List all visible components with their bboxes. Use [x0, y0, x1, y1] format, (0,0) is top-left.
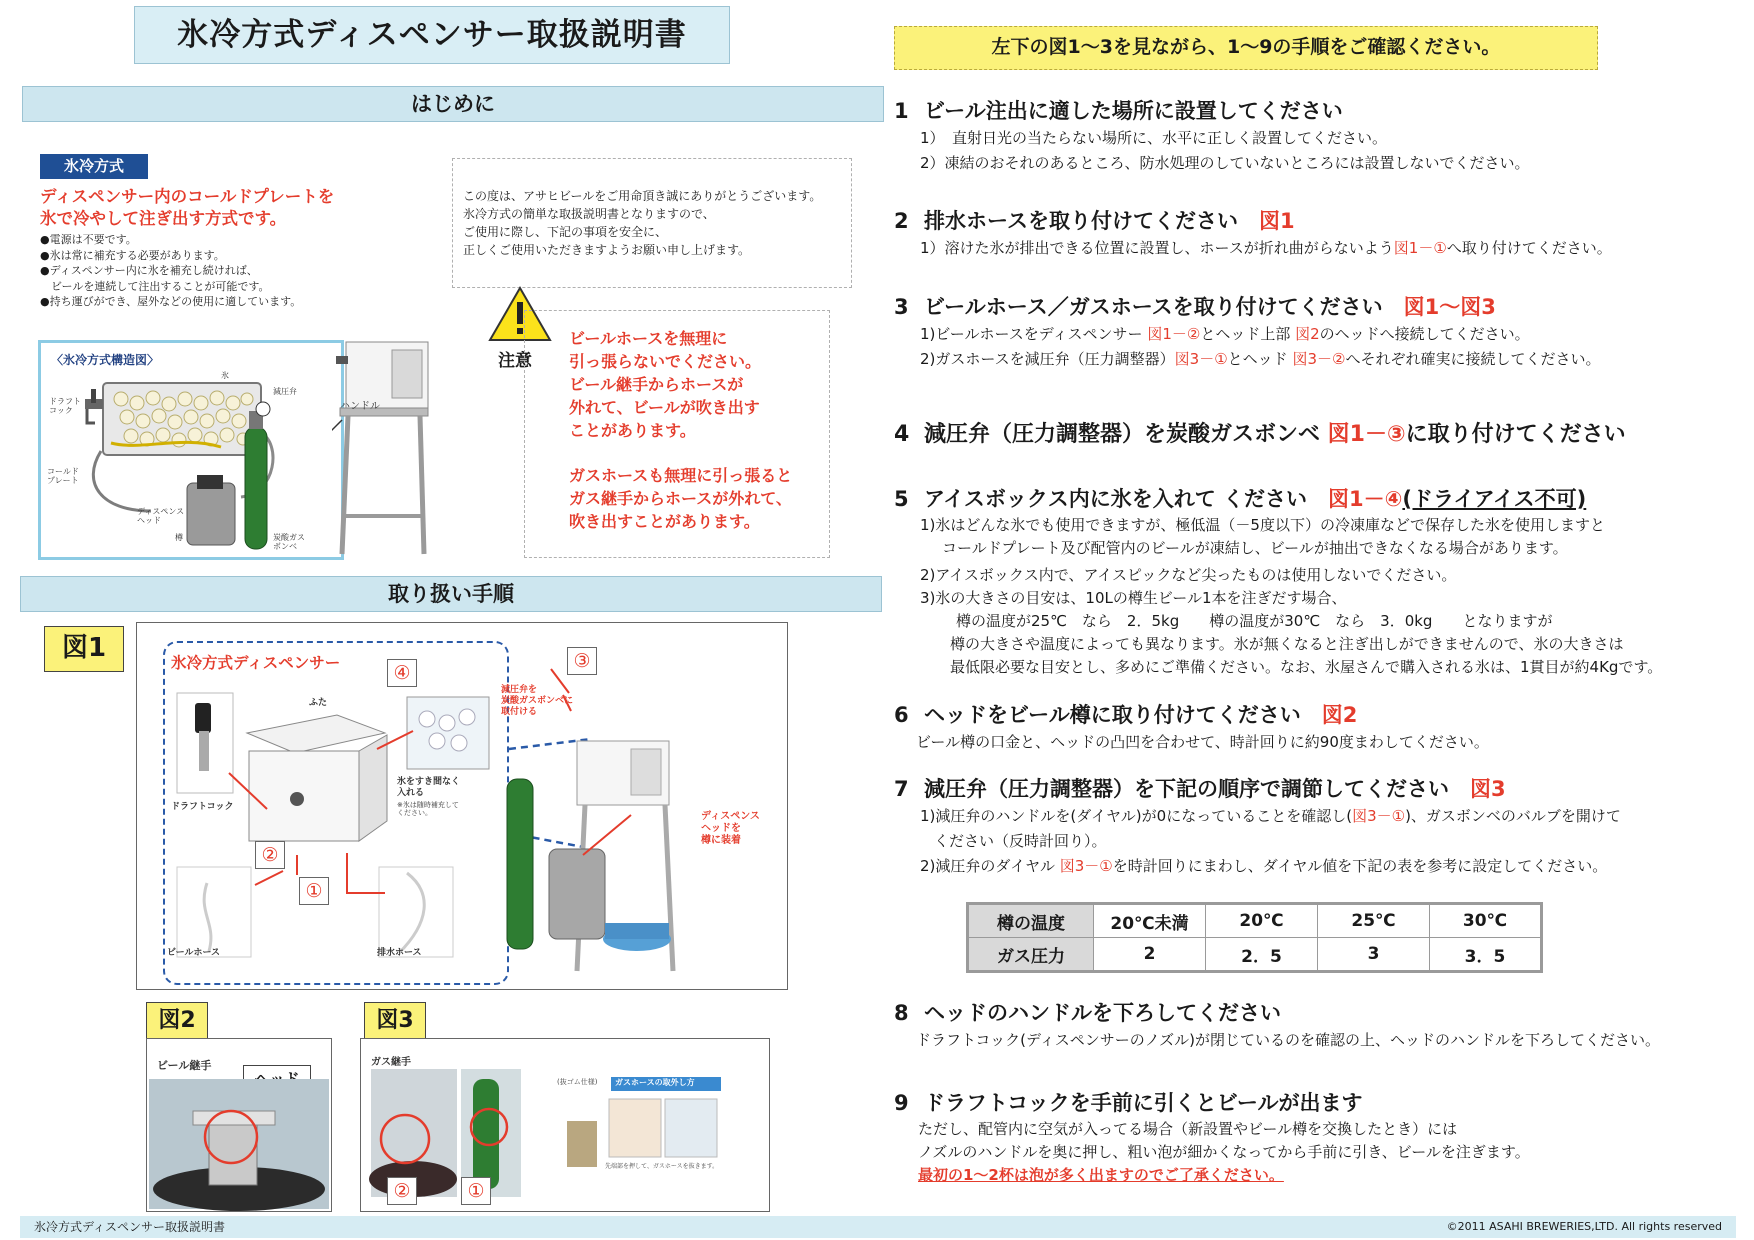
step-title: ドラフトコックを手前に引くとビールが出ます — [924, 1091, 1363, 1115]
footer-title: 氷冷方式ディスペンサー取扱説明書 — [34, 1220, 226, 1234]
step-text: 1）溶けた氷が排出できる位置に設置し、ホースが折れ曲がらないよう — [920, 239, 1394, 257]
marker-3-1: ① — [461, 1177, 491, 1205]
removal-caption: 先端部を押して、ガスホースを抜きます。 — [605, 1163, 719, 1170]
figure-reference: 図2 — [1321, 703, 1358, 727]
caution-line: ガス継手からホースが外れて、 — [569, 489, 792, 508]
step-9 — [894, 1088, 1744, 1187]
marker-3-2: ② — [387, 1177, 417, 1205]
caution-line: ガスホースも無理に引っ張ると — [569, 466, 793, 485]
label-beer-coupler: ビール継手 — [157, 1059, 212, 1072]
figure-1-illustration — [137, 623, 787, 989]
step-line: ください（反時計回り）。 — [934, 832, 1107, 850]
step-line: ただし、配管内に空気が入ってる場合（新設置やビール樽を交換したとき）には — [918, 1120, 1458, 1138]
step-text: 2)ガスホースを減圧弁（圧力調整器） — [920, 350, 1175, 368]
marker-4: ④ — [387, 659, 417, 687]
dry-ice-note: (ドライアイス不可) — [1402, 487, 1587, 511]
label-gas-coupler: ガス継手 — [371, 1057, 411, 1068]
bullet-item: ●電源は不要です。 — [40, 233, 137, 246]
figure-reference: 図3－① — [1059, 857, 1113, 875]
step-3 — [894, 292, 1744, 372]
table-cell: 20℃ — [1206, 904, 1318, 938]
step-line: 3)氷の大きさの目安は、10Lの樽生ビール1本を注ぎだす場合、 — [920, 589, 1347, 607]
section-intro-header: はじめに — [22, 86, 884, 122]
table-cell: 30℃ — [1430, 904, 1542, 938]
label-hose-removal: ガスホースの取外し方 — [615, 1078, 695, 1087]
greeting-line: ご使用に際し、下記の事項を安全に、 — [463, 225, 668, 239]
table-header-pressure: ガス圧力 — [968, 938, 1094, 972]
step-line: 2）凍結のおそれのあるところ、防水処理のしていないところには設置しないでください。 — [920, 154, 1530, 172]
step-title: ビール注出に適した場所に設置してください — [924, 99, 1343, 123]
bullet-item: ビールを連続して注出することが可能です。 — [40, 279, 270, 293]
label-lid: ふた — [309, 698, 328, 708]
step-text: 1)ビールホースをディスペンサー — [920, 325, 1148, 343]
step-2 — [894, 206, 1744, 261]
label-ice-subnote: ※氷は随時補充して ください。 — [397, 801, 459, 817]
figure-reference: 図3 — [1470, 777, 1506, 801]
step-number: 5 — [894, 487, 909, 511]
figure-2 — [146, 1038, 332, 1212]
step-line: ノズルのハンドルを奥に押し、粗い泡が細かくなってから手前に引き、ビールを注ぎます。 — [918, 1143, 1530, 1161]
figure-3 — [360, 1038, 770, 1212]
section-procedure-header: 取り扱い手順 — [20, 576, 882, 612]
label-beer-hose: ビールホース — [167, 948, 221, 958]
table-row — [968, 938, 1542, 972]
marker-2: ② — [255, 841, 285, 869]
copyright: ©2011 ASAHI BREWERIES,LTD. All rights reserved — [1446, 1220, 1722, 1233]
ice-lead-line: 氷で冷やして注ぎ出す方式です。 — [40, 209, 287, 228]
step-title: アイスボックス内に氷を入れて ください — [924, 487, 1307, 511]
step-line: 1)氷はどんな氷でも使用できますが、極低温（－5度以下）の冷凍庫などで保存した氷を使用しますと — [920, 516, 1605, 534]
figure-1-tag: 図1 — [44, 626, 124, 672]
step-8 — [894, 998, 1744, 1053]
greeting-line: 氷冷方式の簡単な取扱説明書となりますので、 — [463, 207, 715, 221]
step-text: へ取り付けてください。 — [1446, 239, 1612, 257]
caution-line: ビールホースを無理に — [569, 329, 728, 348]
footer — [20, 1216, 1736, 1238]
step-title: ヘッドのハンドルを下ろしてください — [924, 1001, 1281, 1025]
figure-reference: 図1－② — [1147, 325, 1201, 343]
label-ice: 氷 — [221, 371, 229, 380]
step-line: 樽の大きさや温度によっても異なります。氷が無くなると注ぎ出しができませんので、氷の大きさは — [950, 635, 1624, 653]
step-number: 6 — [894, 703, 909, 727]
figure-3-tag: 図3 — [364, 1002, 426, 1040]
caution-line: 吹き出すことがあります。 — [569, 512, 760, 531]
caution-line: ことがあります。 — [569, 421, 696, 440]
step-text: とヘッド — [1227, 350, 1293, 368]
figure-reference: 図1～図3 — [1403, 295, 1496, 319]
step-title: 排水ホースを取り付けてください — [924, 209, 1238, 233]
table-cell: 3 — [1318, 938, 1430, 972]
bullet-item: ●ディスペンサー内に氷を補充し続ければ、 — [40, 264, 258, 277]
label-dispense-head: ディスペンス ヘッド — [137, 507, 185, 525]
figure-reference: 図1 — [1258, 209, 1295, 233]
step-title: 減圧弁（圧力調整器）を炭酸ガスボンベ — [924, 422, 1328, 447]
step-line: 1） 直射日光の当たらない場所に、水平に正しく設置してください。 — [920, 129, 1388, 147]
step-title: ビールホース／ガスホースを取り付けてください — [924, 295, 1383, 319]
table-cell: 3．5 — [1430, 938, 1542, 972]
label-handle: ハンドル — [340, 401, 380, 412]
figure-reference: 図2 — [1295, 325, 1320, 343]
table-cell: 25℃ — [1318, 904, 1430, 938]
step-title: 減圧弁（圧力調整器）を下記の順序で調節してください — [924, 777, 1449, 801]
step-text: 1)減圧弁のハンドルを(ダイヤル)が0になっていることを確認し( — [920, 807, 1353, 825]
caution-line: ビール継手からホースが — [569, 375, 744, 394]
label-gas-cylinder: 炭酸ガス ボンベ — [273, 533, 305, 551]
step-text: を時計回りにまわし、ダイヤル値を下記の表を参考に設定してください。 — [1112, 857, 1608, 875]
step-1 — [894, 96, 1744, 176]
ice-method-badge: 氷冷方式 — [40, 154, 148, 179]
step-text: へそれぞれ確実に接続してください。 — [1345, 350, 1601, 368]
gas-pressure-table — [966, 902, 1543, 973]
structure-diagram — [38, 340, 344, 560]
step-number: 3 — [894, 295, 909, 319]
step-line: 樽の温度が25℃ なら 2．5kg 樽の温度が30℃ なら 3．0kg となりますが — [956, 612, 1553, 630]
step-text: のヘッドへ接続してください。 — [1319, 325, 1530, 343]
table-cell: 20℃未満 — [1094, 904, 1206, 938]
step-6 — [894, 700, 1744, 755]
step-number: 1 — [894, 99, 909, 123]
figure-reference: 図1－① — [1393, 239, 1447, 257]
step-number: 7 — [894, 777, 909, 801]
figure-1-title: 氷冷方式ディスペンサー — [171, 654, 341, 672]
step-number: 2 — [894, 209, 909, 233]
ice-method-lead — [40, 186, 400, 230]
figure-reference: 図3－① — [1352, 807, 1406, 825]
greeting-line: 正しくご使用いただきますようお願い申し上げます。 — [463, 243, 751, 257]
dispenser-stand-illustration — [332, 336, 432, 558]
table-header-temperature: 樽の温度 — [968, 904, 1094, 938]
greeting-box — [452, 158, 852, 288]
step-title-tail: に取り付けてください — [1405, 422, 1626, 447]
instruction-banner: 左下の図1～3を見ながら、1～9の手順をご確認ください。 — [894, 26, 1598, 70]
step-line: ビール樽の口金と、ヘッドの凸凹を合わせて、時計回りに約90度まわしてください。 — [916, 733, 1489, 751]
step-line: コールドプレート及び配管内のビールが凍結し、ビールが抽出できなくなる場合があります。 — [942, 539, 1568, 557]
bullet-item: ●氷は常に補充する必要があります。 — [40, 248, 225, 262]
table-cell: 2 — [1094, 938, 1206, 972]
figure-reference: 図3－① — [1174, 350, 1228, 368]
page-title: 氷冷方式ディスペンサー取扱説明書 — [134, 6, 730, 64]
table-cell: 2．5 — [1206, 938, 1318, 972]
marker-3: ③ — [567, 647, 597, 675]
ice-method-bullets — [40, 232, 410, 310]
figure-1 — [136, 622, 788, 990]
figure-2-photo — [147, 1039, 331, 1211]
final-warning: 最初の1～2杯は泡が多く出ますのでご了承ください。 — [918, 1166, 1284, 1184]
ice-lead-line: ディスペンサー内のコールドプレートを — [40, 187, 335, 206]
label-ice-note: 氷をすき間なく 入れる — [397, 777, 461, 798]
label-rubber-spec: (抜ゴム仕様) — [557, 1078, 598, 1086]
figure-2-tag: 図2 — [146, 1002, 208, 1040]
figure-reference: 図1－③ — [1327, 422, 1406, 447]
label-draft-cock: ドラフト コック — [49, 397, 81, 415]
step-7 — [894, 774, 1744, 879]
step-5 — [894, 484, 1744, 679]
caution-line: 引っ張らないでください。 — [569, 352, 762, 371]
step-title: ヘッドをビール樽に取り付けてください — [924, 703, 1301, 727]
structure-illustration — [41, 343, 341, 557]
caution-line: 外れて、ビールが吹き出す — [569, 398, 760, 417]
label-drain-hose: 排水ホース — [377, 948, 422, 958]
caution-box — [524, 310, 830, 558]
label-valve: 減圧弁 — [273, 387, 297, 396]
greeting-line: この度は、アサヒビールをご用命頂き誠にありがとうございます。 — [463, 189, 822, 203]
marker-1: ① — [299, 877, 329, 905]
bullet-item: ●持ち運びができ、屋外などの使用に適しています。 — [40, 295, 302, 308]
step-line: 2)アイスボックス内で、アイスピックなど尖ったものは使用しないでください。 — [920, 566, 1457, 584]
step-text: 2)減圧弁のダイヤル — [920, 857, 1060, 875]
step-text: )、ガスボンベのバルブを開けて — [1405, 807, 1621, 825]
label-keg: 樽 — [175, 533, 183, 542]
step-4 — [894, 420, 1744, 450]
note-head-attach: ディスペンス ヘッドを 樽に装着 — [701, 811, 760, 846]
step-line: 最低限必要な目安とし、多めにご準備ください。なお、氷屋さんで購入される氷は、1貫目が約4Kgです。 — [950, 658, 1663, 676]
step-number: 4 — [894, 422, 910, 447]
structure-diagram-title: 〈氷冷方式構造図〉 — [51, 353, 160, 367]
step-line: ドラフトコック(ディスペンサーのノズル)が閉じているのを確認の上、ヘッドのハンドルを下ろしてください。 — [916, 1031, 1661, 1049]
caution-label: 注意 — [498, 351, 532, 371]
table-row — [968, 904, 1542, 938]
figure-reference: 図3－② — [1292, 350, 1346, 368]
figure-reference: 図1－④ — [1328, 487, 1403, 511]
label-cold-plate: コールド プレート — [47, 467, 79, 485]
step-text: とヘッド上部 — [1200, 325, 1296, 343]
step-number: 8 — [894, 1001, 909, 1025]
note-valve-attach: 減圧弁を 炭酸ガスボンベに 取付ける — [501, 685, 574, 717]
figure-3-photos — [361, 1039, 769, 1211]
step-number: 9 — [894, 1091, 909, 1115]
label-draft-cock: ドラフトコック — [171, 802, 234, 812]
